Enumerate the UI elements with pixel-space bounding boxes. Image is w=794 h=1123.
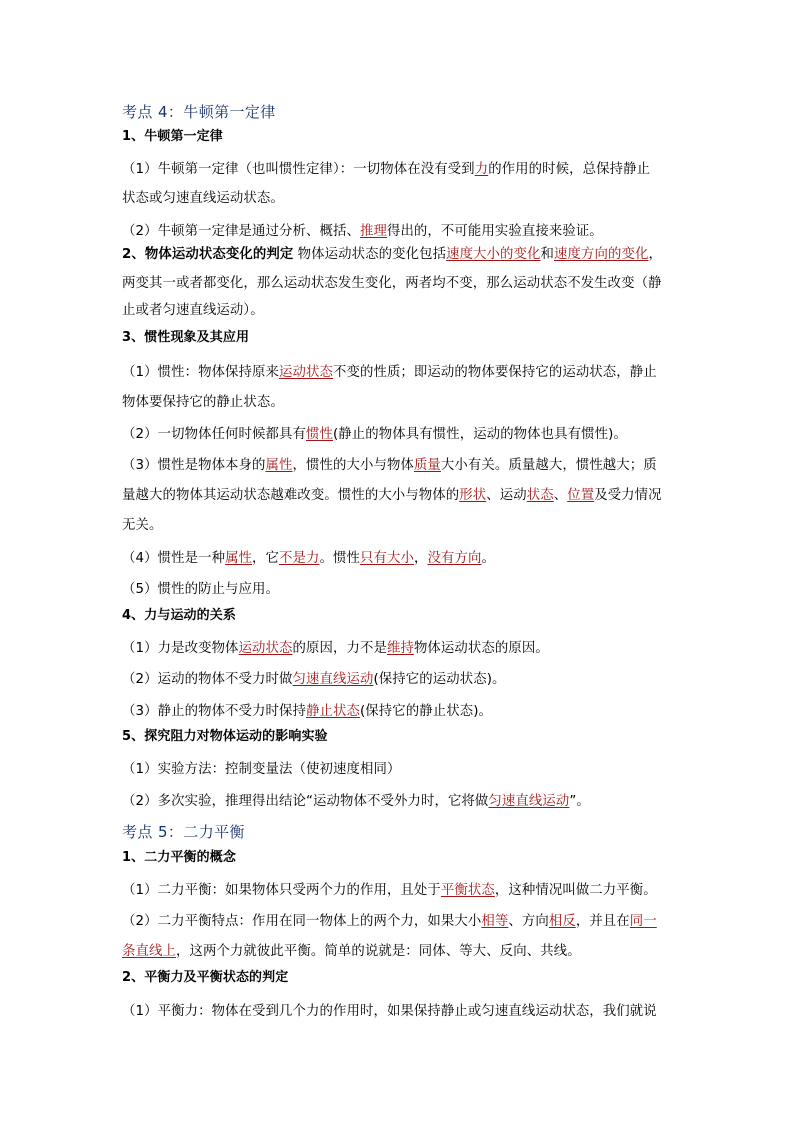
text-run: 、运动 (486, 488, 527, 503)
text-run: 、方向 (508, 914, 549, 929)
text-run: ，这两个力就彼此平衡。简单的说就是：同体、等大、反向、共线。 (175, 944, 581, 959)
heading-two-force-balance (122, 848, 682, 868)
keyword-answer: 匀速直线运动 (292, 672, 374, 687)
keyword-answer: 运动状态 (279, 365, 333, 380)
keyword-answer: 条直线上 (122, 944, 176, 959)
text-run: ， (413, 551, 428, 566)
paragraph-line (122, 549, 682, 569)
text-run: （1）二力平衡：如果物体只受两个力的作用，且处于 (122, 883, 441, 898)
text-run: （1）惯性：物体保持原来 (122, 365, 280, 380)
inline-heading: 2、物体运动状态变化的判定 (122, 247, 294, 262)
text-run: ，这种情况叫做二力平衡。 (494, 883, 657, 898)
text-run: 量越大的物体其运动状态越难改变。惯性的大小与物体的 (122, 488, 460, 503)
text-run: 无关。 (122, 518, 163, 533)
text-run: ，并且在 (575, 914, 630, 929)
keyword-answer: 平衡状态 (440, 883, 495, 898)
heading-balanced-force-judgement (122, 968, 682, 988)
text-run: ， (648, 247, 662, 262)
keyword-answer: 速度大小的变化 (446, 247, 541, 262)
paragraph-line (122, 363, 682, 383)
keyword-answer: 运动状态 (238, 641, 293, 656)
keyword-answer: 推理 (359, 224, 387, 239)
text-run: 5、探究阻力对物体运动的影响实验 (122, 729, 328, 744)
keyword-answer: 力 (474, 162, 489, 177)
paragraph-line (122, 760, 682, 780)
text-run: 状态或匀速直线运动状态。 (122, 191, 284, 206)
keyword-answer: 不是力 (279, 551, 320, 566)
text-run: 的作用的时候，总保持静止 (488, 162, 651, 177)
text-run: 两变其一或者都变化，那么运动状态发生变化，两者均不变，那么运动状态不发生改变（静 (122, 276, 662, 291)
paragraph-line (122, 942, 682, 962)
paragraph-line (122, 516, 682, 536)
keyword-answer: 只有大小 (360, 551, 414, 566)
text-run: 2、平衡力及平衡状态的判定 (122, 970, 289, 985)
text-run: 物体运动状态的原因。 (413, 641, 549, 656)
text-run: （2）一切物体任何时候都具有 (122, 427, 306, 442)
text-run: (静止的物体具有惯性，运动的物体也具有惯性)。 (332, 427, 627, 442)
text-run: 。 (481, 551, 495, 566)
text-run: （4）惯性是一种 (122, 551, 226, 566)
text-run: 物体运动状态的变化包括 (293, 247, 447, 262)
text-run: （1）牛顿第一定律（也叫惯性定律）：一切物体在没有受到 (122, 162, 475, 177)
keyword-answer: 位置 (567, 488, 595, 503)
heading-force-and-motion (122, 606, 682, 626)
text-run: (保持它的运动状态)。 (373, 672, 506, 687)
text-run: （1）力是改变物体 (122, 641, 239, 656)
keyword-answer: 速度方向的变化 (554, 247, 649, 262)
text-run: 考点 5：二力平衡 (122, 823, 245, 841)
text-run: 的原因，力不是 (292, 641, 387, 656)
text-run: 得出的，不可能用实验直接来验证。 (386, 224, 603, 239)
text-run: 考点 4：牛顿第一定律 (122, 103, 276, 121)
text-run: （2）多次实验，推理得出结论“运动物体不受外力时，它将做 (122, 794, 489, 809)
text-run: 4、力与运动的关系 (122, 608, 236, 623)
text-run: （1）平衡力：物体在受到几个力的作用时，如果保持静止或匀速直线运动状态，我们就说 (122, 1004, 657, 1019)
text-run: 及受力情况 (594, 488, 662, 503)
text-run: ，惯性的大小与物体 (292, 458, 414, 473)
text-run: (保持它的静止状态)。 (359, 704, 493, 719)
keyword-answer: 匀速直线运动 (488, 794, 570, 809)
text-run: 。惯性 (319, 551, 360, 566)
heading-inertia (122, 328, 682, 348)
text-run: 大小有关。质量越大，惯性越大；质 (440, 458, 657, 473)
paragraph-line (122, 189, 682, 209)
paragraph-line (122, 881, 682, 901)
text-run: 止或者匀速直线运动）。 (122, 303, 264, 318)
paragraph-line (122, 425, 682, 445)
keyword-answer: 同一 (629, 914, 657, 929)
text-run: 物体要保持它的静止状态。 (122, 395, 284, 410)
text-run: ，它 (252, 551, 280, 566)
keyword-answer: 状态 (526, 488, 554, 503)
section-title-kaodian-4 (122, 102, 682, 122)
paragraph-line (122, 222, 682, 242)
keyword-answer: 属性 (265, 458, 293, 473)
text-run: （2）运动的物体不受力时做 (122, 672, 293, 687)
keyword-answer: 形状 (459, 488, 487, 503)
keyword-answer: 属性 (225, 551, 253, 566)
paragraph-line (122, 1002, 682, 1022)
text-run: 和 (540, 247, 555, 262)
paragraph-line (122, 792, 682, 812)
text-run: （3）静止的物体不受力时保持 (122, 704, 306, 719)
text-run: 、 (553, 488, 568, 503)
paragraph-line (122, 160, 682, 180)
text-run: （2）牛顿第一定律是通过分析、概括、 (122, 224, 360, 239)
text-run: （5）惯性的防止与应用。 (122, 582, 280, 597)
paragraph-line (122, 580, 682, 600)
text-run: 不变的性质；即运动的物体要保持它的运动状态，静止 (332, 365, 657, 380)
paragraph-line (122, 393, 682, 413)
paragraph-line (122, 456, 682, 476)
text-run: 3、惯性现象及其应用 (122, 330, 250, 345)
paragraph-line (122, 245, 682, 265)
keyword-answer: 相等 (481, 914, 509, 929)
text-run: 1、二力平衡的概念 (122, 850, 236, 865)
keyword-answer: 质量 (413, 458, 441, 473)
heading-newton-first-law (122, 127, 682, 147)
text-run: 1、牛顿第一定律 (122, 129, 223, 144)
paragraph-line (122, 702, 682, 722)
keyword-answer: 相反 (548, 914, 576, 929)
text-run: （1）实验方法：控制变量法（使初速度相同） (122, 762, 401, 777)
paragraph-line (122, 639, 682, 659)
keyword-answer: 静止状态 (306, 704, 360, 719)
text-run: （3）惯性是物体本身的 (122, 458, 266, 473)
heading-resistance-experiment (122, 727, 682, 747)
paragraph-line (122, 274, 682, 294)
paragraph-line (122, 912, 682, 932)
keyword-answer: 惯性 (306, 427, 333, 442)
paragraph-line (122, 486, 682, 506)
keyword-answer: 维持 (386, 641, 414, 656)
paragraph-line (122, 670, 682, 690)
text-run: （2）二力平衡特点：作用在同一物体上的两个力，如果大小 (122, 914, 482, 929)
paragraph-line (122, 301, 682, 321)
keyword-answer: 没有方向 (427, 551, 482, 566)
section-title-kaodian-5 (122, 822, 682, 842)
text-run: ”。 (569, 794, 590, 809)
